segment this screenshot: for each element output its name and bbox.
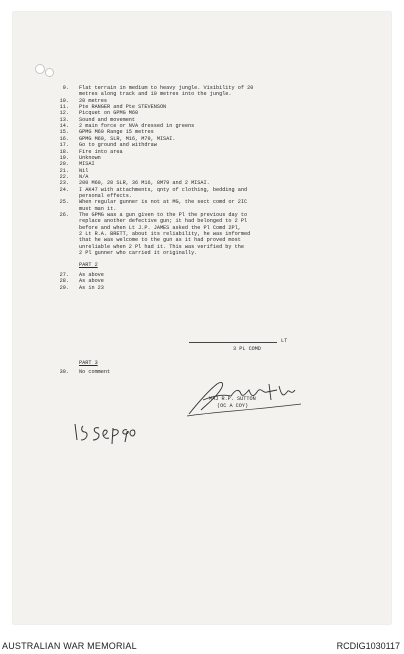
footer-source: AUSTRALIAN WAR MEMORIAL: [2, 641, 137, 651]
archive-footer: [0, 641, 404, 654]
paragraph-line: before and when Lt J.P. JAMES asked the Pl Comd 2Pl,: [79, 224, 241, 231]
paragraph-number: 15.: [59, 129, 69, 136]
paragraph-line: As above: [79, 271, 104, 278]
paragraph-line: GPMG M60 Range 15 metres: [79, 129, 154, 136]
signatory-role-company-commander: (OC A COY): [217, 403, 249, 409]
paragraph-line: Pte RANGER and Pte STEVENSON: [79, 104, 167, 111]
paragraph-line: N/A: [79, 173, 89, 180]
handwritten-date: [69, 418, 139, 446]
paragraph-line: personal effects.: [79, 192, 132, 199]
signatory-name-company-commander: MAJ R.P. SUTTON: [209, 396, 256, 402]
paragraph-line: The GPMG was a gun given to the Pl the previous day to: [79, 212, 248, 218]
paragraph-line: must man it.: [79, 205, 117, 212]
paragraph-number: 10.: [59, 97, 69, 104]
signature-line-platoon-commander: [189, 342, 277, 343]
paragraph-number: 26.: [59, 212, 69, 218]
part-2-heading: PART 2: [79, 262, 98, 269]
paragraph-line: As in 23: [79, 284, 104, 291]
paragraph-line: GPMG M60, SLR, M16, M79, MISAI.: [79, 135, 176, 142]
paragraph-line: 2 Lt R.A. BRETT, about its reliability, he was informed: [79, 231, 251, 238]
paragraph-number: 11.: [59, 104, 69, 111]
paragraph-line: Fire into area: [79, 148, 123, 155]
paragraph-number: 9.: [62, 85, 69, 91]
paragraph-number: 14.: [59, 123, 69, 130]
paragraph-number: 22.: [59, 173, 69, 180]
paragraph-number: 28.: [59, 278, 69, 285]
paragraph-number: 21.: [59, 167, 69, 174]
paragraph-line: 2 main force or NVA dressed in greens: [79, 123, 195, 130]
paragraph-number: 27.: [59, 271, 69, 278]
paragraph-number: 24.: [59, 186, 69, 193]
paragraph-line: Unknown: [79, 154, 101, 161]
paragraph-number: 18.: [59, 148, 69, 155]
paragraph-number: 29.: [59, 284, 69, 291]
paragraph-number: 17.: [59, 142, 69, 149]
paragraph-line: 2 Pl gunner who carried it originally.: [79, 250, 198, 257]
paragraph-line: 20 metres: [79, 97, 108, 104]
paragraph-line: Go to ground and withdraw: [79, 142, 157, 149]
paragraph-line: Sound and movement: [79, 116, 136, 123]
paragraph-line: Nil: [79, 167, 89, 174]
footer-reference: RCDIG1030117: [336, 641, 400, 651]
paragraph-line: replace another defective gun; it had belonged to 2 Pl: [79, 218, 248, 225]
paragraph-line: 200 M60, 20 SLR, 36 M16, 8M79 and 2 MISAI.: [79, 180, 210, 187]
signatory-role-platoon-commander: 3 PL COMD: [233, 346, 262, 352]
signatory-rank: LT: [281, 338, 288, 344]
document-body: [13, 12, 391, 624]
paragraph-line: I AK47 with attachments, qnty of clothing, bedding and: [79, 186, 248, 193]
paragraph-line: MISAI: [79, 161, 95, 168]
signature-graphic: [183, 370, 313, 420]
paragraph-number: 16.: [59, 135, 69, 142]
paragraph-line: Picquet on GPMG M60: [79, 110, 139, 117]
paragraph-line: that he was welcome to the gun as it had proved most: [79, 237, 241, 244]
paragraph-number: 19.: [59, 154, 69, 161]
document-page: [13, 12, 391, 624]
paragraph-line: When regular gunner is not at MG, the sect comd or 2IC: [79, 199, 248, 206]
paragraph-line: unreliable when 2 Pl had it. This was verified by the: [79, 243, 244, 250]
part-3-heading: PART 3: [79, 360, 98, 366]
paragraph-line: metres along track and 10 metres into the jungle.: [79, 91, 232, 98]
paragraph-line: No comment: [79, 369, 111, 376]
paragraph-number: 23.: [59, 180, 69, 187]
paragraph-line: Flat terrain in medium to heavy jungle. Visibility of 20: [79, 85, 254, 91]
paragraph-number: 25.: [59, 199, 69, 206]
paragraph-number: 12.: [59, 110, 69, 117]
paragraph-number: 30.: [59, 369, 69, 376]
paragraph-number: 20.: [59, 161, 69, 168]
paragraph-line: As above: [79, 278, 104, 285]
paragraph-number: 13.: [59, 116, 69, 123]
